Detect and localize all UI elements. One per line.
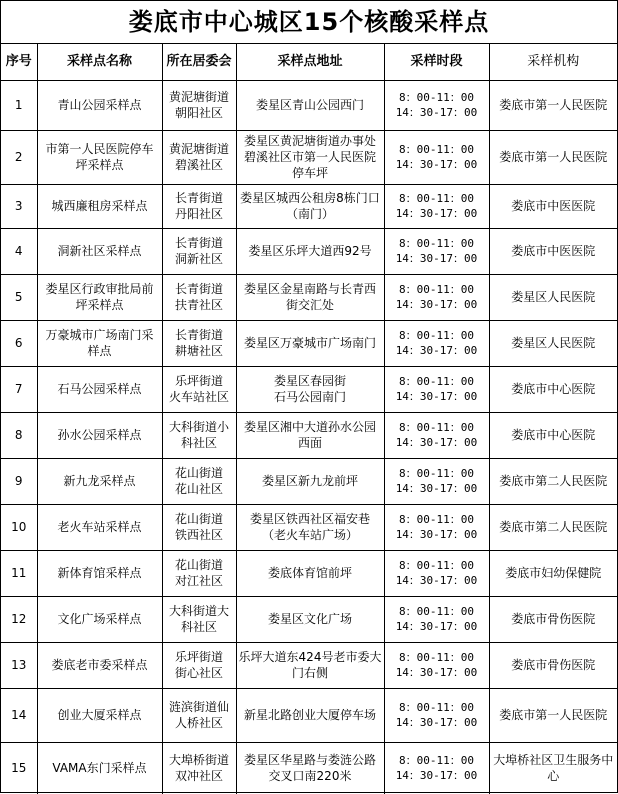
cell-address: 娄星区青山公园西门 bbox=[236, 80, 384, 130]
cell-committee: 花山街道 对江社区 bbox=[162, 550, 236, 596]
cell-committee: 大埠桥街道 双冲社区 bbox=[162, 742, 236, 794]
cell-org: 大埠桥社区卫生服务中心 bbox=[489, 742, 617, 794]
cell-site-name: VAMA东门采样点 bbox=[37, 742, 162, 794]
cell-time: 8：00-11：00 14：30-17：00 bbox=[384, 130, 489, 184]
header-address: 采样点地址 bbox=[236, 44, 384, 80]
cell-no: 14 bbox=[1, 688, 37, 742]
cell-time: 8：00-11：00 14：30-17：00 bbox=[384, 412, 489, 458]
cell-address: 乐坪大道东424号老市委大门右侧 bbox=[236, 642, 384, 688]
cell-time: 8：00-11：00 14：30-17：00 bbox=[384, 228, 489, 274]
table-row bbox=[1, 458, 617, 504]
cell-no: 13 bbox=[1, 642, 37, 688]
cell-committee: 大科街道小科社区 bbox=[162, 412, 236, 458]
cell-org: 娄星区人民医院 bbox=[489, 320, 617, 366]
cell-org: 娄底市第一人民医院 bbox=[489, 80, 617, 130]
cell-org: 娄底市中心医院 bbox=[489, 412, 617, 458]
cell-committee: 乐坪街道 火车站社区 bbox=[162, 366, 236, 412]
table-row bbox=[1, 184, 617, 228]
cell-committee: 大科街道大科社区 bbox=[162, 596, 236, 642]
cell-committee: 长青街道 洞新社区 bbox=[162, 228, 236, 274]
cell-no: 2 bbox=[1, 130, 37, 184]
table-row bbox=[1, 596, 617, 642]
table-row bbox=[1, 412, 617, 458]
table-row bbox=[1, 228, 617, 274]
cell-time: 8：00-11：00 14：30-17：00 bbox=[384, 742, 489, 794]
cell-time: 8：00-11：00 14：30-17：00 bbox=[384, 550, 489, 596]
cell-address: 娄星区春园街 石马公园南门 bbox=[236, 366, 384, 412]
cell-committee: 花山街道 花山社区 bbox=[162, 458, 236, 504]
cell-org: 娄底市第一人民医院 bbox=[489, 130, 617, 184]
cell-address: 娄星区湘中大道孙水公园西面 bbox=[236, 412, 384, 458]
cell-org: 娄底市第二人民医院 bbox=[489, 504, 617, 550]
cell-org: 娄底市第二人民医院 bbox=[489, 458, 617, 504]
cell-no: 9 bbox=[1, 458, 37, 504]
cell-org: 娄底市妇幼保健院 bbox=[489, 550, 617, 596]
cell-org: 娄底市中医医院 bbox=[489, 228, 617, 274]
table-header-row bbox=[1, 44, 617, 80]
cell-address: 娄星区万豪城市广场南门 bbox=[236, 320, 384, 366]
cell-address: 娄星区城西公租房8栋门口（南门） bbox=[236, 184, 384, 228]
cell-address: 娄星区金星南路与长青西街交汇处 bbox=[236, 274, 384, 320]
cell-org: 娄底市第一人民医院 bbox=[489, 688, 617, 742]
cell-no: 7 bbox=[1, 366, 37, 412]
cell-org: 娄底市骨伤医院 bbox=[489, 596, 617, 642]
cell-no: 8 bbox=[1, 412, 37, 458]
cell-no: 11 bbox=[1, 550, 37, 596]
table-row bbox=[1, 130, 617, 184]
cell-org: 娄底市中医医院 bbox=[489, 184, 617, 228]
sampling-sites-table bbox=[1, 44, 617, 794]
cell-committee: 黄泥塘街道 朝阳社区 bbox=[162, 80, 236, 130]
cell-address: 娄星区新九龙前坪 bbox=[236, 458, 384, 504]
cell-site-name: 老火车站采样点 bbox=[37, 504, 162, 550]
cell-time: 8：00-11：00 14：30-17：00 bbox=[384, 80, 489, 130]
header-site-name: 采样点名称 bbox=[37, 44, 162, 80]
cell-address: 娄星区文化广场 bbox=[236, 596, 384, 642]
cell-time: 8：00-11：00 14：30-17：00 bbox=[384, 688, 489, 742]
cell-committee: 花山街道 铁西社区 bbox=[162, 504, 236, 550]
cell-address: 娄星区乐坪大道西92号 bbox=[236, 228, 384, 274]
cell-site-name: 石马公园采样点 bbox=[37, 366, 162, 412]
cell-site-name: 文化广场采样点 bbox=[37, 596, 162, 642]
cell-no: 6 bbox=[1, 320, 37, 366]
cell-time: 8：00-11：00 14：30-17：00 bbox=[384, 320, 489, 366]
header-time: 采样时段 bbox=[384, 44, 489, 80]
cell-committee: 长青街道 耕塘社区 bbox=[162, 320, 236, 366]
cell-org: 娄底市中心医院 bbox=[489, 366, 617, 412]
cell-site-name: 创业大厦采样点 bbox=[37, 688, 162, 742]
cell-address: 娄星区华星路与娄涟公路交叉口南220米 bbox=[236, 742, 384, 794]
cell-committee: 乐坪街道 街心社区 bbox=[162, 642, 236, 688]
cell-committee: 涟滨街道仙人桥社区 bbox=[162, 688, 236, 742]
cell-site-name: 娄星区行政审批局前坪采样点 bbox=[37, 274, 162, 320]
cell-address: 娄底体育馆前坪 bbox=[236, 550, 384, 596]
cell-site-name: 市第一人民医院停车坪采样点 bbox=[37, 130, 162, 184]
table-row bbox=[1, 274, 617, 320]
table-row bbox=[1, 642, 617, 688]
document-title: 娄底市中心城区15个核酸采样点 bbox=[1, 1, 617, 44]
cell-org: 娄星区人民医院 bbox=[489, 274, 617, 320]
cell-time: 8：00-11：00 14：30-17：00 bbox=[384, 366, 489, 412]
cell-no: 1 bbox=[1, 80, 37, 130]
cell-time: 8：00-11：00 14：30-17：00 bbox=[384, 504, 489, 550]
cell-org: 娄底市骨伤医院 bbox=[489, 642, 617, 688]
cell-site-name: 洞新社区采样点 bbox=[37, 228, 162, 274]
cell-site-name: 娄底老市委采样点 bbox=[37, 642, 162, 688]
cell-time: 8：00-11：00 14：30-17：00 bbox=[384, 596, 489, 642]
table-row bbox=[1, 80, 617, 130]
cell-no: 15 bbox=[1, 742, 37, 794]
cell-no: 3 bbox=[1, 184, 37, 228]
table-row bbox=[1, 742, 617, 794]
table-row bbox=[1, 366, 617, 412]
cell-site-name: 孙水公园采样点 bbox=[37, 412, 162, 458]
cell-time: 8：00-11：00 14：30-17：00 bbox=[384, 458, 489, 504]
table-body bbox=[1, 80, 617, 794]
cell-site-name: 万豪城市广场南门采样点 bbox=[37, 320, 162, 366]
table-row bbox=[1, 688, 617, 742]
table-row bbox=[1, 550, 617, 596]
cell-no: 12 bbox=[1, 596, 37, 642]
cell-committee: 长青街道 扶青社区 bbox=[162, 274, 236, 320]
cell-time: 8：00-11：00 14：30-17：00 bbox=[384, 274, 489, 320]
table-row bbox=[1, 504, 617, 550]
cell-address: 新星北路创业大厦停车场 bbox=[236, 688, 384, 742]
cell-address: 娄星区铁西社区福安巷（老火车站广场） bbox=[236, 504, 384, 550]
cell-no: 10 bbox=[1, 504, 37, 550]
cell-site-name: 新九龙采样点 bbox=[37, 458, 162, 504]
table-row bbox=[1, 320, 617, 366]
cell-no: 4 bbox=[1, 228, 37, 274]
cell-site-name: 城西廉租房采样点 bbox=[37, 184, 162, 228]
cell-committee: 长青街道 丹阳社区 bbox=[162, 184, 236, 228]
cell-committee: 黄泥塘街道 碧溪社区 bbox=[162, 130, 236, 184]
cell-address: 娄星区黄泥塘街道办事处碧溪社区市第一人民医院停车坪 bbox=[236, 130, 384, 184]
header-committee: 所在居委会 bbox=[162, 44, 236, 80]
cell-time: 8：00-11：00 14：30-17：00 bbox=[384, 642, 489, 688]
cell-time: 8：00-11：00 14：30-17：00 bbox=[384, 184, 489, 228]
header-org: 采样机构 bbox=[489, 44, 617, 80]
cell-no: 5 bbox=[1, 274, 37, 320]
cell-site-name: 新体育馆采样点 bbox=[37, 550, 162, 596]
header-no: 序号 bbox=[1, 44, 37, 80]
cell-site-name: 青山公园采样点 bbox=[37, 80, 162, 130]
